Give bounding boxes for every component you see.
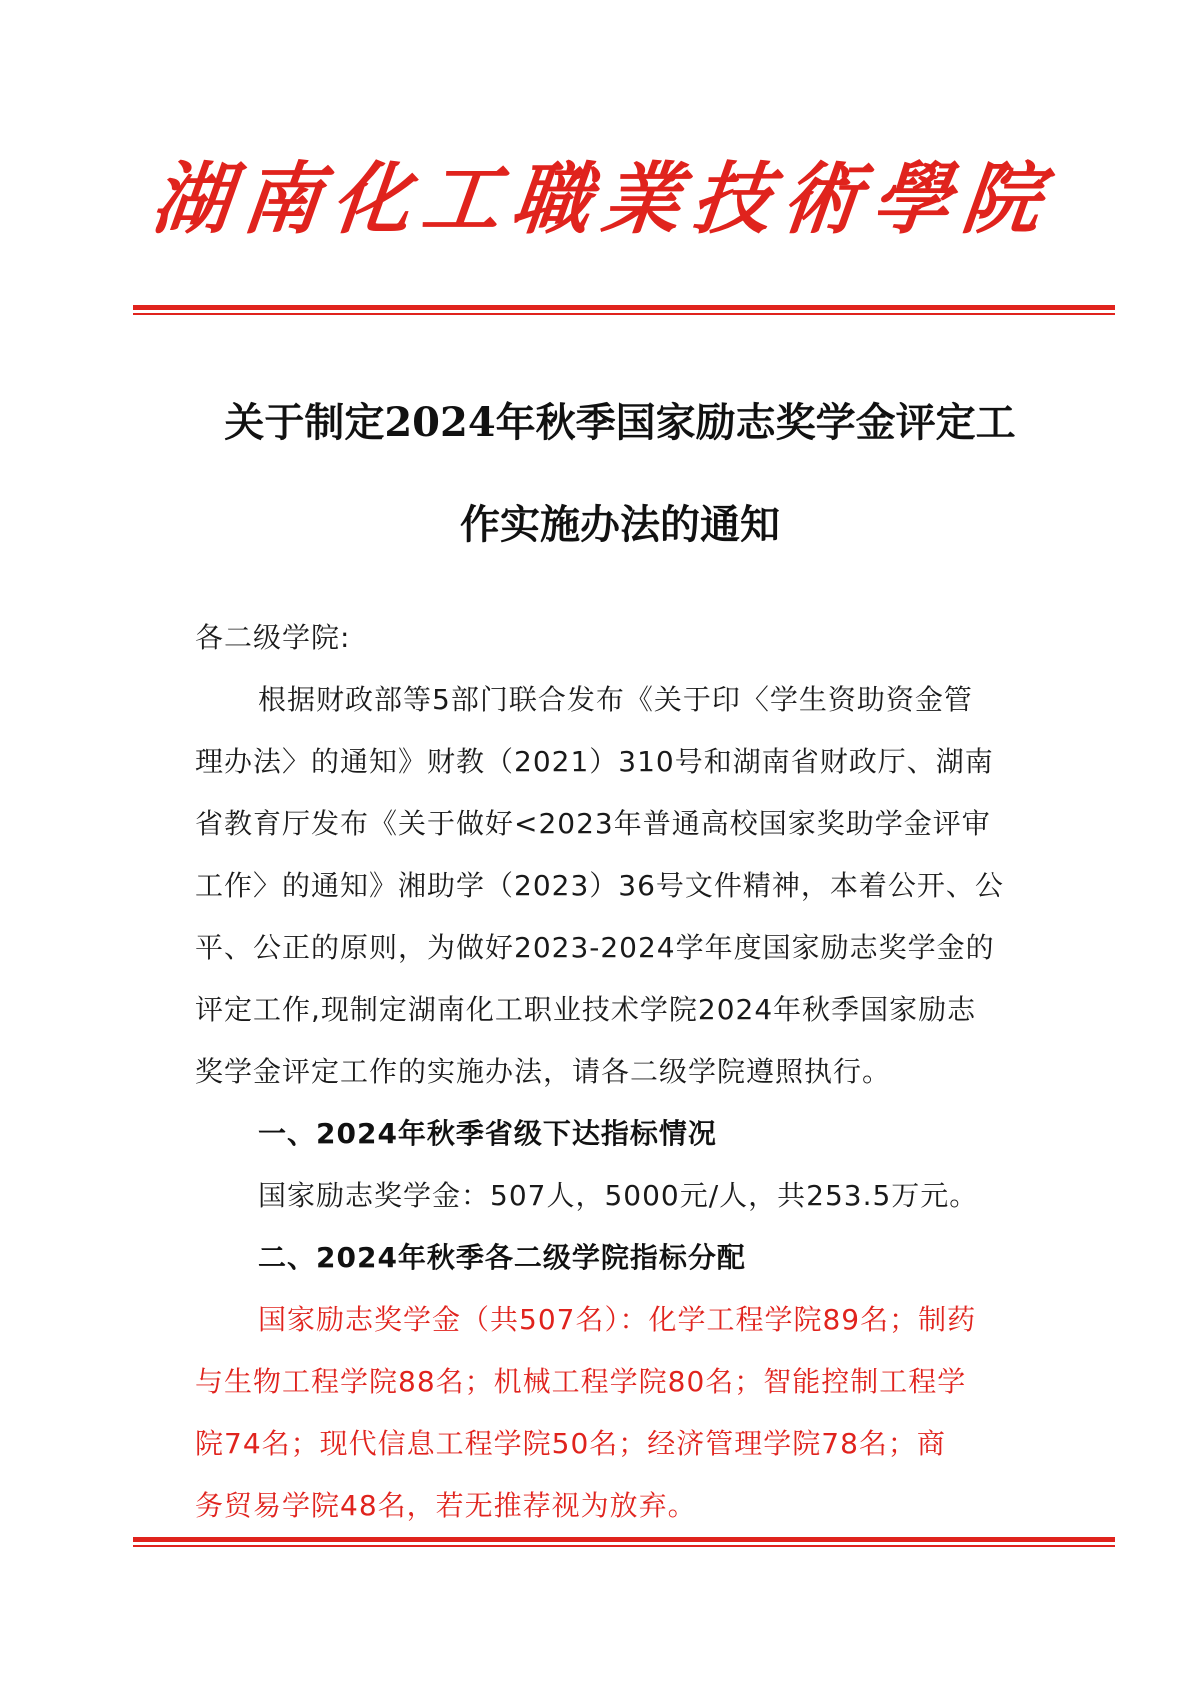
- document-title-line-1: 关于制定2024年秋季国家励志奖学金评定工: [224, 399, 1016, 446]
- document-title-line-2: 作实施办法的通知: [460, 501, 780, 548]
- bottom-divider: [133, 1537, 1115, 1547]
- top-divider-thin: [133, 313, 1115, 315]
- top-divider: [133, 305, 1115, 315]
- top-divider-thick: [133, 305, 1115, 310]
- section-1-heading: 一、2024年秋季省级下达指标情况: [258, 1117, 717, 1150]
- paragraph-line: 根据财政部等5部门联合发布《关于印〈学生资助资金管: [258, 683, 973, 716]
- bottom-divider-thin: [133, 1545, 1115, 1547]
- allocation-line: 务贸易学院48名，若无推荐视为放弃。: [195, 1489, 697, 1522]
- letterhead-logo: 湖南化工職業技術學院: [147, 154, 1058, 245]
- paragraph-line: 省教育厅发布《关于做好<2023年普通高校国家奖助学金评审: [195, 807, 991, 840]
- bottom-divider-thick: [133, 1537, 1115, 1542]
- paragraph-line: 平、公正的原则，为做好2023-2024学年度国家励志奖学金的: [195, 931, 995, 964]
- allocation-line: 与生物工程学院88名；机械工程学院80名；智能控制工程学: [195, 1365, 967, 1398]
- allocation-line: 国家励志奖学金（共507名）：化学工程学院89名；制药: [258, 1303, 977, 1336]
- paragraph-line: 评定工作,现制定湖南化工职业技术学院2024年秋季国家励志: [195, 993, 977, 1026]
- paragraph-line: 理办法〉的通知》财教（2021）310号和湖南省财政厅、湖南: [195, 745, 994, 778]
- paragraph-line: 奖学金评定工作的实施办法，请各二级学院遵照执行。: [195, 1055, 892, 1088]
- section-2-heading: 二、2024年秋季各二级学院指标分配: [258, 1241, 746, 1274]
- allocation-line: 院74名；现代信息工程学院50名；经济管理学院78名；商: [195, 1427, 946, 1460]
- paragraph-line: 工作〉的通知》湘助学（2023）36号文件精神，本着公开、公: [195, 869, 1004, 902]
- section-1-text: 国家励志奖学金：507人，5000元/人，共253.5万元。: [258, 1179, 979, 1212]
- salutation: 各二级学院:: [195, 621, 351, 654]
